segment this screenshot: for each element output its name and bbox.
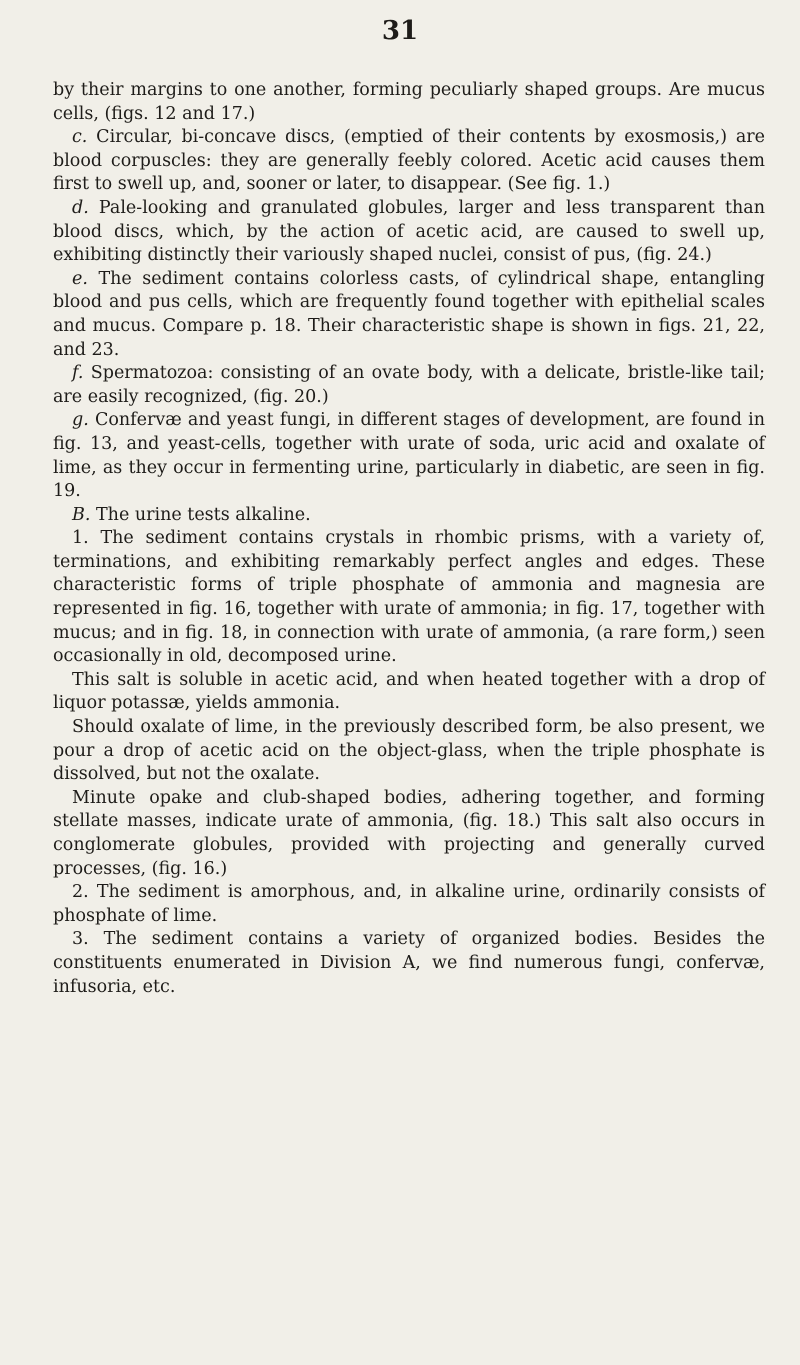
paragraph-text: Should oxalate of lime, in the previously described form, be also present, we pour a drop of acetic acid on the object-glass, when the triple phosphate is dissolved, but not the oxalate. [53,717,765,785]
paragraph [53,787,765,881]
item-label: f. [72,363,84,384]
paragraph [53,197,765,268]
paragraph-text: Confervæ and yeast fungi, in different stages of development, are found in fig. 13, and yeast-cells, together with urate of soda, uric acid and oxalate of lime, as they occur in fermenting urine, particularly in diabetic, are seen in fig. 19. [53,410,765,502]
item-label: B. [72,504,91,525]
paragraph [53,126,765,197]
paragraph [53,669,765,716]
paragraph-text: This salt is soluble in acetic acid, and when heated together with a drop of liquor potassæ, yields ammonia. [53,669,765,714]
paragraph [53,716,765,787]
item-label: c. [72,127,88,148]
paragraph [53,79,765,126]
paragraph-text: The sediment contains colorless casts, of cylindrical shape, entangling blood and pus cells, which are frequently found together with epithelial scales and mucus. Compare p. 18. Their characteristic shape is shown in figs. 21, 22, and 23. [53,268,765,360]
paragraph-text: by their margins to one another, forming peculiarly shaped groups. Are mucus cells, (figs. 12 and 17.) [53,80,765,124]
paragraph-text: 1. The sediment contains crystals in rhombic prisms, with a variety of, terminations, and exhibiting remarkably perfect angles and edges. These characteristic forms of triple phosphate of ammonia and magnesia are represented in fig. 16, together with urate of ammonia; in fig. 17, together with mucus; and in fig. 18, in connection with urate of ammonia, (a rare form,) seen occasionally in old, decomposed urine. [53,528,765,667]
paragraph-text: 3. The sediment contains a variety of organized bodies. Besides the constituents enumerated in Division A, we find numerous fungi, confervæ, infusoria, etc. [53,929,765,997]
item-label: d. [72,197,89,218]
paragraph-text: Circular, bi-concave discs, (emptied of their contents by exosmosis,) are blood corpuscles: they are generally feebly colored. Acetic acid causes them first to swell up, and, sooner or later, to disappear. (See fig. 1.) [53,127,765,195]
paragraph-text: Spermatozoa: consisting of an ovate body, with a delicate, bristle-like tail; are easily recognized, (fig. 20.) [53,363,765,407]
paragraph [53,881,765,928]
paragraph [53,504,765,528]
paragraph-text: Minute opake and club-shaped bodies, adhering together, and forming stellate masses, indicate urate of ammonia, (fig. 18.) This salt also occurs in conglomerate globules, provided with projecting and generally curved processes, (fig. 16.) [53,787,765,879]
paragraph [53,928,765,999]
paragraph-text: The urine tests alkaline. [90,504,311,525]
item-label: e. [72,268,88,289]
paragraph [53,268,765,362]
paragraph-text: Pale-looking and granulated globules, larger and less transparent than blood discs, which, by the action of acetic acid, are caused to swell up, exhibiting distinctly their variously shaped nuclei, consist of pus, (fig. 24.) [53,197,765,266]
paragraph [53,527,765,669]
paragraph [53,409,765,503]
body-text [53,79,765,999]
page-number: 31 [381,16,419,46]
paragraph [53,362,765,409]
paragraph-text: 2. The sediment is amorphous, and, in alkaline urine, ordinarily consists of phosphate of lime. [53,882,765,926]
item-label: g. [72,410,89,431]
